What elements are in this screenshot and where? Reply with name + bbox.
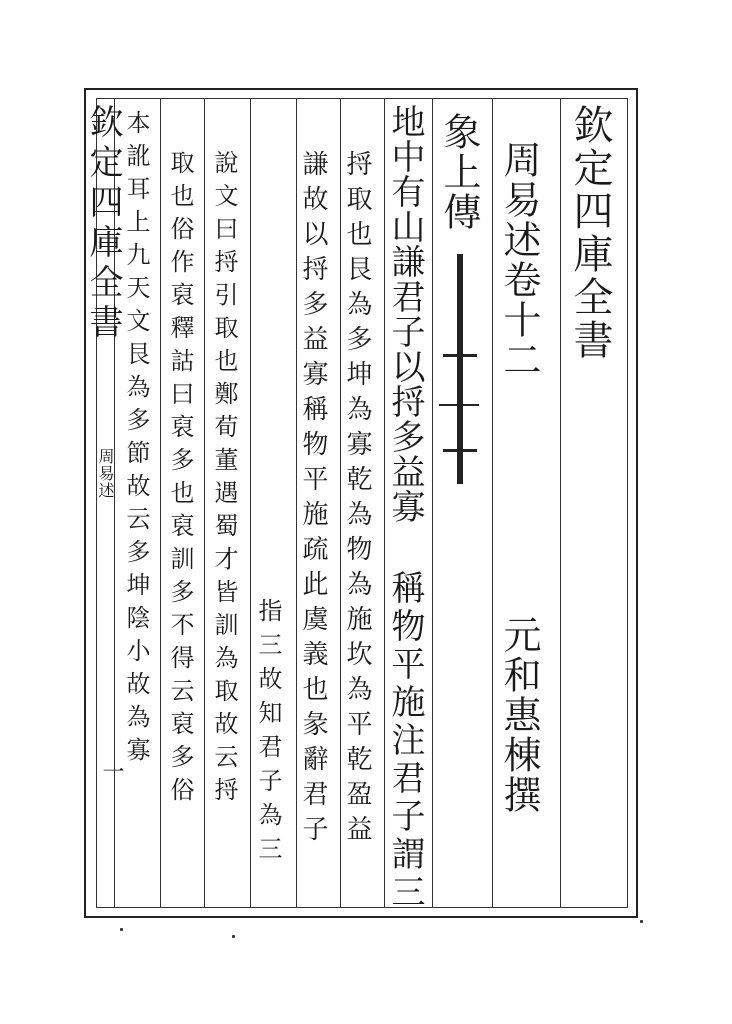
column-rule (204, 98, 205, 908)
main-text: 地中有山謙君子以捋多益寡 (385, 104, 425, 524)
scan-speck (232, 935, 235, 938)
main-text-continued: 稱物平施注君子謂三 (385, 570, 425, 912)
book-title: 周易述卷十二 (497, 140, 541, 380)
column-rule (296, 98, 297, 908)
column-rule (250, 98, 251, 908)
scan-speck (120, 928, 123, 931)
scan-speck (640, 920, 643, 923)
note-line: 謙故以捋多益寡稱物平施疏此虞義也彖辭君子 (298, 150, 328, 850)
margin-book-abbrev: 周易述 (96, 448, 115, 499)
section-heading: 象上傳 (437, 112, 481, 232)
column-rule (560, 98, 561, 908)
column-rule (492, 98, 493, 908)
note-line: 本訛耳上九天文艮為多節故云多坤陰小故為寡 (122, 110, 150, 770)
column-rule (340, 98, 341, 908)
author-line: 元和惠棟撰 (497, 615, 541, 815)
margin-library-title: 欽定四庫全書 (83, 104, 123, 344)
note-line: 說文曰捋引取也鄭荀董遇蜀才皆訓為取故云捋 (210, 150, 238, 810)
note-line: 指三故知君子為三 (254, 598, 282, 870)
note-line: 取也俗作裒釋詁曰裒多也裒訓多不得云裒多俗 (166, 150, 194, 810)
page-number: 一 (99, 760, 124, 783)
note-line: 捋取也艮為多坤為寡乾為物為施坎為平乾盈益 (342, 150, 372, 850)
library-title: 欽定四庫全書 (567, 104, 613, 362)
column-rule (160, 98, 161, 908)
